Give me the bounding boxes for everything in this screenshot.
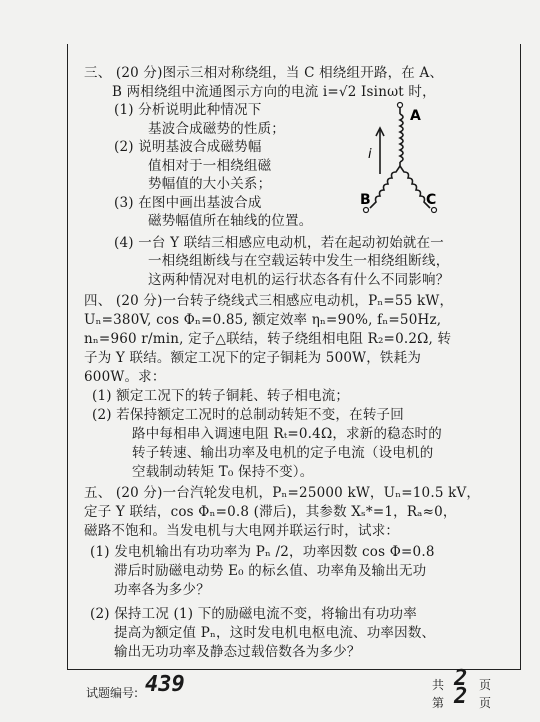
sec5-q1b: 滞后时励磁电动势 E₀ 的标幺值、功率角及输出无功 xyxy=(114,563,427,579)
sec5-q2b: 提高为额定值 Pₙ，这时发电机电枢电流、功率因数、 xyxy=(114,625,436,641)
sec4-l2: Uₙ=380V, cos Φₙ=0.85, 额定效率 ηₙ=90%, fₙ=50Hz, xyxy=(84,312,442,328)
sec3-q4c: 这两种情况对电机的运行状态各有什么不同影响？ xyxy=(148,272,450,288)
exam-code-value: 439 xyxy=(145,672,185,697)
label-i: i xyxy=(368,147,372,162)
sec5-q2c: 输出无功功率及静态过载倍数各为多少？ xyxy=(114,644,361,660)
exam-code-label: 试题编号: xyxy=(86,686,139,700)
sec3-q2b: 值相对于一相绕组磁 xyxy=(148,158,272,174)
label-a: A xyxy=(410,108,421,124)
total-pages-label: 共 xyxy=(432,678,445,692)
label-c: C xyxy=(426,192,437,208)
sec3-q4b: 一相绕组断线与在空载运转中发生一相绕组断线， xyxy=(148,253,450,269)
total-pages-unit: 页 xyxy=(479,678,492,692)
sec4-l3: nₙ=960 r/min, 定子△联结，转子绕组相电阻 R₂=0.2Ω, 转 xyxy=(84,331,452,347)
sec5-q1c: 功率各为多少？ xyxy=(114,582,210,598)
sec3-header: 三、 (20 分)图示三相对称绕组，当 C 相绕组开路，在 A、 xyxy=(84,65,444,81)
terminal-a xyxy=(398,103,403,108)
sec5-l3: 磁路不饱和。当发电机与大电网并联运行时，试求： xyxy=(84,523,400,539)
sec4-q2b: 路中每相串入调速电阻 Rₜ=0.4Ω，求新的稳态时的 xyxy=(132,426,442,442)
sec4-l1: 四、 (20 分)一台转子绕线式三相感应电动机，Pₙ=55 kW， xyxy=(84,293,454,309)
sec4-q2a: (2) 若保持额定工况时的总制动转矩不变，在转子回 xyxy=(92,407,404,423)
sec3-q3b: 磁势幅值所在轴线的位置。 xyxy=(148,213,313,229)
three-phase-winding-diagram xyxy=(340,100,460,220)
sec5-q2a: (2) 保持工况 (1) 下的励磁电流不变，将输出有功功率 xyxy=(90,606,417,622)
page-number-value: 2 xyxy=(454,684,468,709)
sec3-q3a: (3) 在图中画出基波合成 xyxy=(114,195,262,211)
sec5-q1a: (1) 发电机输出有功功率为 Pₙ /2，功率因数 cos Φ=0.8 xyxy=(90,544,435,560)
sec4-l5: 600W。求： xyxy=(84,369,166,385)
label-b: B xyxy=(360,192,371,208)
total-pages-value: 2 xyxy=(454,666,468,691)
page-number-label: 第 xyxy=(432,696,445,710)
sec3-q4a: (4) 一台 Y 联结三相感应电动机，若在起动初始就在一 xyxy=(114,235,445,251)
sec5-l2: 定子 Y 联结，cos Φₙ=0.8 (滞后)，其参数 Xₛ*=1，Rₐ≈0， xyxy=(84,504,457,520)
sec4-q1: (1) 额定工况下的转子铜耗、转子相电流； xyxy=(92,388,350,404)
sec4-q2c: 转子转速、输出功率及电机的定子电流（设电机的 xyxy=(132,445,434,461)
sec5-l1: 五、 (20 分)一台汽轮发电机，Pₙ=25000 kW，Uₙ=10.5 kV， xyxy=(84,485,481,501)
terminal-b xyxy=(364,208,369,213)
sec3-q2c: 势幅值的大小关系； xyxy=(148,176,272,192)
sec3-q2a: (2) 说明基波合成磁势幅 xyxy=(114,139,262,155)
sec3-q1b: 基波合成磁势的性质； xyxy=(148,121,285,137)
page-number-unit: 页 xyxy=(479,696,492,710)
sec4-l4: 子为 Y 联结。额定工况下的定子铜耗为 500W，铁耗为 xyxy=(84,350,422,366)
sec4-q2d: 空载制动转矩 T₀ 保持不变）。 xyxy=(132,464,314,480)
sec3-q1a: (1) 分析说明此种情况下 xyxy=(114,102,262,118)
sec3-line2: B 两相绕组中流通图示方向的电流 i=√2 Isinωt 时， xyxy=(112,84,436,100)
terminal-c xyxy=(432,208,437,213)
